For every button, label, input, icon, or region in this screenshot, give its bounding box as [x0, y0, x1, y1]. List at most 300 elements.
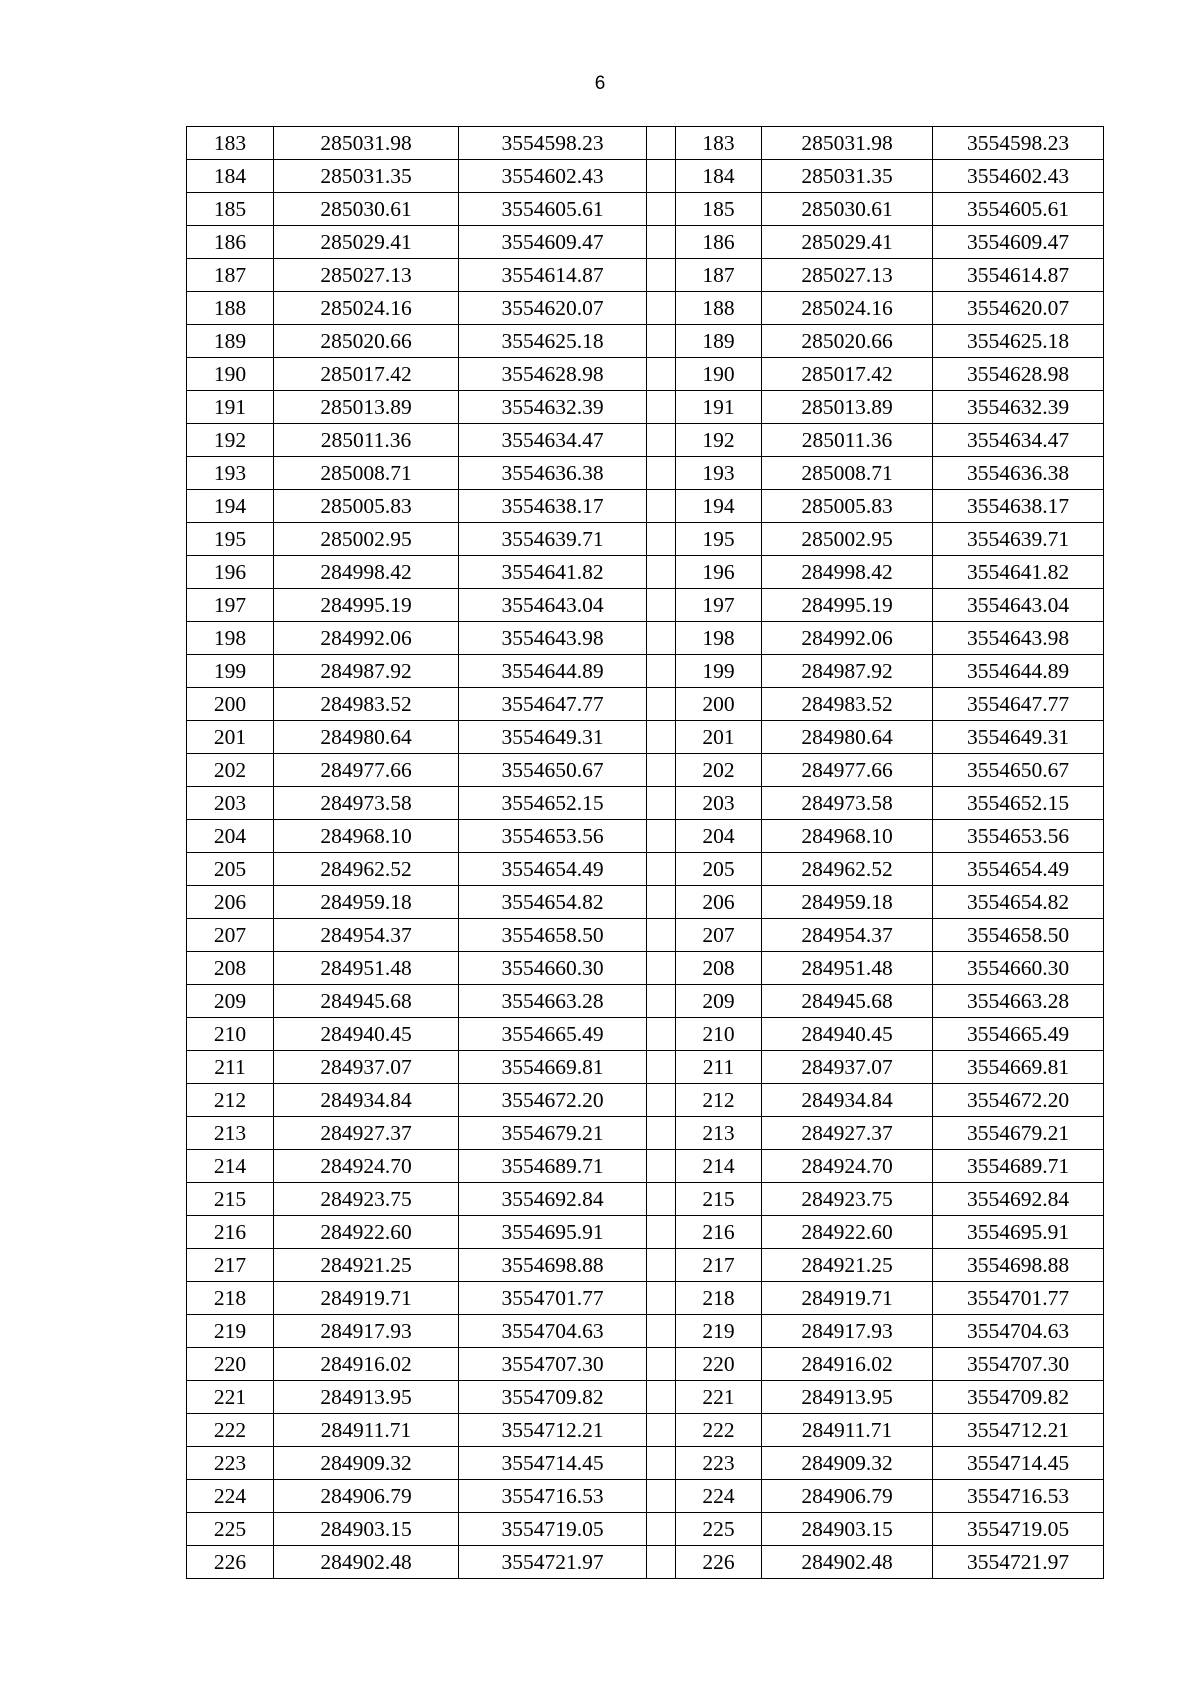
right-y-coordinate: 3554665.49	[933, 1018, 1104, 1051]
left-point-id: 195	[187, 523, 274, 556]
left-y-coordinate: 3554636.38	[459, 457, 647, 490]
right-y-coordinate: 3554644.89	[933, 655, 1104, 688]
table-row	[187, 721, 1104, 754]
right-point-id: 218	[676, 1282, 762, 1315]
right-point-id: 221	[676, 1381, 762, 1414]
table-row	[187, 1282, 1104, 1315]
left-x-coordinate: 284906.79	[274, 1480, 459, 1513]
right-point-id: 223	[676, 1447, 762, 1480]
table-row	[187, 985, 1104, 1018]
right-y-coordinate: 3554707.30	[933, 1348, 1104, 1381]
left-y-coordinate: 3554692.84	[459, 1183, 647, 1216]
right-point-id: 214	[676, 1150, 762, 1183]
left-point-id: 206	[187, 886, 274, 919]
left-y-coordinate: 3554609.47	[459, 226, 647, 259]
spacer-cell	[647, 1447, 676, 1480]
table-row	[187, 292, 1104, 325]
spacer-cell	[647, 292, 676, 325]
table-row	[187, 1150, 1104, 1183]
left-y-coordinate: 3554628.98	[459, 358, 647, 391]
right-point-id: 211	[676, 1051, 762, 1084]
right-y-coordinate: 3554695.91	[933, 1216, 1104, 1249]
left-point-id: 197	[187, 589, 274, 622]
spacer-cell	[647, 820, 676, 853]
left-x-coordinate: 284909.32	[274, 1447, 459, 1480]
right-x-coordinate: 284909.32	[762, 1447, 933, 1480]
left-point-id: 212	[187, 1084, 274, 1117]
spacer-cell	[647, 1315, 676, 1348]
left-x-coordinate: 285017.42	[274, 358, 459, 391]
spacer-cell	[647, 1513, 676, 1546]
spacer-cell	[647, 622, 676, 655]
spacer-cell	[647, 490, 676, 523]
right-x-coordinate: 285031.35	[762, 160, 933, 193]
left-point-id: 220	[187, 1348, 274, 1381]
left-x-coordinate: 284954.37	[274, 919, 459, 952]
left-point-id: 215	[187, 1183, 274, 1216]
left-y-coordinate: 3554714.45	[459, 1447, 647, 1480]
right-x-coordinate: 284995.19	[762, 589, 933, 622]
right-y-coordinate: 3554605.61	[933, 193, 1104, 226]
left-point-id: 183	[187, 127, 274, 160]
left-x-coordinate: 284951.48	[274, 952, 459, 985]
spacer-cell	[647, 358, 676, 391]
left-x-coordinate: 285002.95	[274, 523, 459, 556]
left-x-coordinate: 284919.71	[274, 1282, 459, 1315]
right-y-coordinate: 3554641.82	[933, 556, 1104, 589]
right-x-coordinate: 284951.48	[762, 952, 933, 985]
left-y-coordinate: 3554632.39	[459, 391, 647, 424]
table-row	[187, 1051, 1104, 1084]
left-y-coordinate: 3554719.05	[459, 1513, 647, 1546]
right-point-id: 213	[676, 1117, 762, 1150]
spacer-cell	[647, 391, 676, 424]
right-x-coordinate: 284992.06	[762, 622, 933, 655]
right-x-coordinate: 284954.37	[762, 919, 933, 952]
right-point-id: 207	[676, 919, 762, 952]
left-x-coordinate: 284903.15	[274, 1513, 459, 1546]
table-row	[187, 127, 1104, 160]
left-y-coordinate: 3554643.98	[459, 622, 647, 655]
right-x-coordinate: 284945.68	[762, 985, 933, 1018]
table-row	[187, 1348, 1104, 1381]
right-y-coordinate: 3554714.45	[933, 1447, 1104, 1480]
right-point-id: 194	[676, 490, 762, 523]
left-y-coordinate: 3554634.47	[459, 424, 647, 457]
table-row	[187, 1084, 1104, 1117]
left-x-coordinate: 284983.52	[274, 688, 459, 721]
left-x-coordinate: 285013.89	[274, 391, 459, 424]
right-x-coordinate: 285030.61	[762, 193, 933, 226]
left-point-id: 223	[187, 1447, 274, 1480]
right-y-coordinate: 3554663.28	[933, 985, 1104, 1018]
left-y-coordinate: 3554644.89	[459, 655, 647, 688]
table-row	[187, 1183, 1104, 1216]
right-x-coordinate: 284924.70	[762, 1150, 933, 1183]
spacer-cell	[647, 589, 676, 622]
right-y-coordinate: 3554602.43	[933, 160, 1104, 193]
right-x-coordinate: 284923.75	[762, 1183, 933, 1216]
left-x-coordinate: 284980.64	[274, 721, 459, 754]
right-x-coordinate: 284903.15	[762, 1513, 933, 1546]
spacer-cell	[647, 193, 676, 226]
left-x-coordinate: 284921.25	[274, 1249, 459, 1282]
left-point-id: 217	[187, 1249, 274, 1282]
left-x-coordinate: 284959.18	[274, 886, 459, 919]
right-y-coordinate: 3554598.23	[933, 127, 1104, 160]
right-x-coordinate: 285031.98	[762, 127, 933, 160]
right-point-id: 224	[676, 1480, 762, 1513]
right-x-coordinate: 284977.66	[762, 754, 933, 787]
spacer-cell	[647, 325, 676, 358]
right-x-coordinate: 285011.36	[762, 424, 933, 457]
spacer-cell	[647, 655, 676, 688]
page-number: 6	[594, 73, 606, 94]
spacer-cell	[647, 1381, 676, 1414]
left-y-coordinate: 3554650.67	[459, 754, 647, 787]
spacer-cell	[647, 1249, 676, 1282]
right-x-coordinate: 284980.64	[762, 721, 933, 754]
left-point-id: 211	[187, 1051, 274, 1084]
right-y-coordinate: 3554654.82	[933, 886, 1104, 919]
left-point-id: 219	[187, 1315, 274, 1348]
left-point-id: 203	[187, 787, 274, 820]
spacer-cell	[647, 1084, 676, 1117]
spacer-cell	[647, 523, 676, 556]
right-y-coordinate: 3554632.39	[933, 391, 1104, 424]
spacer-cell	[647, 1282, 676, 1315]
spacer-cell	[647, 1348, 676, 1381]
spacer-cell	[647, 1150, 676, 1183]
table-row	[187, 490, 1104, 523]
right-y-coordinate: 3554628.98	[933, 358, 1104, 391]
left-point-id: 207	[187, 919, 274, 952]
table-row	[187, 853, 1104, 886]
left-y-coordinate: 3554649.31	[459, 721, 647, 754]
table-row	[187, 1315, 1104, 1348]
right-x-coordinate: 284906.79	[762, 1480, 933, 1513]
spacer-cell	[647, 1117, 676, 1150]
left-y-coordinate: 3554721.97	[459, 1546, 647, 1579]
right-x-coordinate: 285005.83	[762, 490, 933, 523]
left-x-coordinate: 284945.68	[274, 985, 459, 1018]
right-x-coordinate: 285013.89	[762, 391, 933, 424]
left-point-id: 209	[187, 985, 274, 1018]
left-y-coordinate: 3554704.63	[459, 1315, 647, 1348]
spacer-cell	[647, 688, 676, 721]
left-x-coordinate: 284902.48	[274, 1546, 459, 1579]
right-x-coordinate: 284921.25	[762, 1249, 933, 1282]
table-row	[187, 919, 1104, 952]
table-row	[187, 589, 1104, 622]
right-y-coordinate: 3554620.07	[933, 292, 1104, 325]
left-point-id: 201	[187, 721, 274, 754]
left-y-coordinate: 3554665.49	[459, 1018, 647, 1051]
left-y-coordinate: 3554652.15	[459, 787, 647, 820]
spacer-cell	[647, 424, 676, 457]
spacer-cell	[647, 787, 676, 820]
left-y-coordinate: 3554643.04	[459, 589, 647, 622]
table-row	[187, 160, 1104, 193]
right-x-coordinate: 285024.16	[762, 292, 933, 325]
table-row	[187, 952, 1104, 985]
spacer-cell	[647, 919, 676, 952]
spacer-cell	[647, 457, 676, 490]
left-x-coordinate: 285027.13	[274, 259, 459, 292]
right-x-coordinate: 285002.95	[762, 523, 933, 556]
left-point-id: 208	[187, 952, 274, 985]
left-x-coordinate: 285005.83	[274, 490, 459, 523]
right-y-coordinate: 3554672.20	[933, 1084, 1104, 1117]
table-row	[187, 820, 1104, 853]
left-x-coordinate: 284998.42	[274, 556, 459, 589]
right-x-coordinate: 284919.71	[762, 1282, 933, 1315]
table-row	[187, 193, 1104, 226]
right-y-coordinate: 3554649.31	[933, 721, 1104, 754]
right-point-id: 222	[676, 1414, 762, 1447]
left-x-coordinate: 285031.35	[274, 160, 459, 193]
right-point-id: 220	[676, 1348, 762, 1381]
right-x-coordinate: 284902.48	[762, 1546, 933, 1579]
left-x-coordinate: 284922.60	[274, 1216, 459, 1249]
right-point-id: 201	[676, 721, 762, 754]
spacer-cell	[647, 226, 676, 259]
left-x-coordinate: 284992.06	[274, 622, 459, 655]
left-point-id: 185	[187, 193, 274, 226]
left-point-id: 210	[187, 1018, 274, 1051]
table-row	[187, 391, 1104, 424]
left-x-coordinate: 284917.93	[274, 1315, 459, 1348]
right-point-id: 226	[676, 1546, 762, 1579]
left-point-id: 225	[187, 1513, 274, 1546]
spacer-cell	[647, 1480, 676, 1513]
right-y-coordinate: 3554679.21	[933, 1117, 1104, 1150]
left-y-coordinate: 3554605.61	[459, 193, 647, 226]
right-y-coordinate: 3554689.71	[933, 1150, 1104, 1183]
left-y-coordinate: 3554689.71	[459, 1150, 647, 1183]
left-point-id: 192	[187, 424, 274, 457]
left-y-coordinate: 3554620.07	[459, 292, 647, 325]
left-y-coordinate: 3554639.71	[459, 523, 647, 556]
right-point-id: 187	[676, 259, 762, 292]
left-y-coordinate: 3554707.30	[459, 1348, 647, 1381]
spacer-cell	[647, 886, 676, 919]
right-y-coordinate: 3554719.05	[933, 1513, 1104, 1546]
right-y-coordinate: 3554634.47	[933, 424, 1104, 457]
left-x-coordinate: 285030.61	[274, 193, 459, 226]
spacer-cell	[647, 754, 676, 787]
right-y-coordinate: 3554638.17	[933, 490, 1104, 523]
left-y-coordinate: 3554716.53	[459, 1480, 647, 1513]
spacer-cell	[647, 985, 676, 1018]
right-point-id: 216	[676, 1216, 762, 1249]
right-point-id: 210	[676, 1018, 762, 1051]
left-x-coordinate: 284934.84	[274, 1084, 459, 1117]
left-x-coordinate: 284968.10	[274, 820, 459, 853]
right-x-coordinate: 284937.07	[762, 1051, 933, 1084]
right-point-id: 196	[676, 556, 762, 589]
right-y-coordinate: 3554625.18	[933, 325, 1104, 358]
left-x-coordinate: 285031.98	[274, 127, 459, 160]
right-y-coordinate: 3554643.04	[933, 589, 1104, 622]
left-point-id: 184	[187, 160, 274, 193]
right-point-id: 185	[676, 193, 762, 226]
table-row	[187, 655, 1104, 688]
left-point-id: 188	[187, 292, 274, 325]
left-y-coordinate: 3554647.77	[459, 688, 647, 721]
spacer-cell	[647, 952, 676, 985]
right-point-id: 204	[676, 820, 762, 853]
left-y-coordinate: 3554669.81	[459, 1051, 647, 1084]
right-point-id: 215	[676, 1183, 762, 1216]
right-point-id: 217	[676, 1249, 762, 1282]
right-point-id: 198	[676, 622, 762, 655]
left-point-id: 190	[187, 358, 274, 391]
left-point-id: 216	[187, 1216, 274, 1249]
spacer-cell	[647, 127, 676, 160]
table-row	[187, 1414, 1104, 1447]
left-point-id: 186	[187, 226, 274, 259]
right-x-coordinate: 285027.13	[762, 259, 933, 292]
right-y-coordinate: 3554643.98	[933, 622, 1104, 655]
right-y-coordinate: 3554692.84	[933, 1183, 1104, 1216]
left-point-id: 226	[187, 1546, 274, 1579]
left-point-id: 213	[187, 1117, 274, 1150]
right-point-id: 199	[676, 655, 762, 688]
left-x-coordinate: 284937.07	[274, 1051, 459, 1084]
left-x-coordinate: 284923.75	[274, 1183, 459, 1216]
right-point-id: 195	[676, 523, 762, 556]
left-y-coordinate: 3554695.91	[459, 1216, 647, 1249]
spacer-cell	[647, 160, 676, 193]
table-row	[187, 886, 1104, 919]
left-y-coordinate: 3554654.82	[459, 886, 647, 919]
left-y-coordinate: 3554625.18	[459, 325, 647, 358]
table-row	[187, 1447, 1104, 1480]
left-x-coordinate: 284913.95	[274, 1381, 459, 1414]
spacer-cell	[647, 721, 676, 754]
right-y-coordinate: 3554721.97	[933, 1546, 1104, 1579]
right-x-coordinate: 284911.71	[762, 1414, 933, 1447]
table-row	[187, 325, 1104, 358]
spacer-cell	[647, 1051, 676, 1084]
table-row	[187, 457, 1104, 490]
left-y-coordinate: 3554602.43	[459, 160, 647, 193]
left-x-coordinate: 284973.58	[274, 787, 459, 820]
right-y-coordinate: 3554698.88	[933, 1249, 1104, 1282]
right-x-coordinate: 284987.92	[762, 655, 933, 688]
left-point-id: 198	[187, 622, 274, 655]
table-row	[187, 1381, 1104, 1414]
table-row	[187, 358, 1104, 391]
left-x-coordinate: 284995.19	[274, 589, 459, 622]
right-y-coordinate: 3554709.82	[933, 1381, 1104, 1414]
left-x-coordinate: 284962.52	[274, 853, 459, 886]
left-point-id: 218	[187, 1282, 274, 1315]
right-point-id: 184	[676, 160, 762, 193]
left-y-coordinate: 3554638.17	[459, 490, 647, 523]
right-y-coordinate: 3554669.81	[933, 1051, 1104, 1084]
table-row	[187, 1546, 1104, 1579]
table-row	[187, 1480, 1104, 1513]
left-y-coordinate: 3554679.21	[459, 1117, 647, 1150]
right-point-id: 197	[676, 589, 762, 622]
table-row	[187, 787, 1104, 820]
right-x-coordinate: 284983.52	[762, 688, 933, 721]
left-point-id: 205	[187, 853, 274, 886]
right-x-coordinate: 284959.18	[762, 886, 933, 919]
right-x-coordinate: 284962.52	[762, 853, 933, 886]
left-x-coordinate: 284977.66	[274, 754, 459, 787]
left-point-id: 196	[187, 556, 274, 589]
left-y-coordinate: 3554654.49	[459, 853, 647, 886]
right-point-id: 190	[676, 358, 762, 391]
spacer-cell	[647, 1018, 676, 1051]
left-x-coordinate: 284927.37	[274, 1117, 459, 1150]
right-point-id: 208	[676, 952, 762, 985]
left-y-coordinate: 3554598.23	[459, 127, 647, 160]
table-row	[187, 259, 1104, 292]
right-x-coordinate: 284973.58	[762, 787, 933, 820]
right-x-coordinate: 284913.95	[762, 1381, 933, 1414]
spacer-cell	[647, 259, 676, 292]
table-row	[187, 754, 1104, 787]
right-point-id: 200	[676, 688, 762, 721]
left-y-coordinate: 3554614.87	[459, 259, 647, 292]
table-row	[187, 523, 1104, 556]
left-x-coordinate: 285011.36	[274, 424, 459, 457]
left-x-coordinate: 285020.66	[274, 325, 459, 358]
right-point-id: 193	[676, 457, 762, 490]
spacer-cell	[647, 1414, 676, 1447]
left-y-coordinate: 3554658.50	[459, 919, 647, 952]
right-x-coordinate: 285008.71	[762, 457, 933, 490]
left-point-id: 189	[187, 325, 274, 358]
right-point-id: 206	[676, 886, 762, 919]
spacer-cell	[647, 1216, 676, 1249]
right-point-id: 186	[676, 226, 762, 259]
right-y-coordinate: 3554652.15	[933, 787, 1104, 820]
left-x-coordinate: 285008.71	[274, 457, 459, 490]
right-y-coordinate: 3554647.77	[933, 688, 1104, 721]
right-x-coordinate: 284922.60	[762, 1216, 933, 1249]
left-x-coordinate: 284987.92	[274, 655, 459, 688]
right-point-id: 205	[676, 853, 762, 886]
left-point-id: 200	[187, 688, 274, 721]
right-x-coordinate: 284940.45	[762, 1018, 933, 1051]
left-y-coordinate: 3554701.77	[459, 1282, 647, 1315]
right-x-coordinate: 284917.93	[762, 1315, 933, 1348]
right-y-coordinate: 3554639.71	[933, 523, 1104, 556]
right-point-id: 219	[676, 1315, 762, 1348]
left-x-coordinate: 284924.70	[274, 1150, 459, 1183]
left-y-coordinate: 3554672.20	[459, 1084, 647, 1117]
left-point-id: 221	[187, 1381, 274, 1414]
table-row	[187, 622, 1104, 655]
table-row	[187, 226, 1104, 259]
left-y-coordinate: 3554660.30	[459, 952, 647, 985]
right-point-id: 192	[676, 424, 762, 457]
table-row	[187, 1018, 1104, 1051]
right-y-coordinate: 3554712.21	[933, 1414, 1104, 1447]
right-point-id: 183	[676, 127, 762, 160]
left-y-coordinate: 3554641.82	[459, 556, 647, 589]
table-row	[187, 424, 1104, 457]
right-x-coordinate: 284916.02	[762, 1348, 933, 1381]
left-x-coordinate: 284916.02	[274, 1348, 459, 1381]
left-point-id: 191	[187, 391, 274, 424]
left-point-id: 204	[187, 820, 274, 853]
